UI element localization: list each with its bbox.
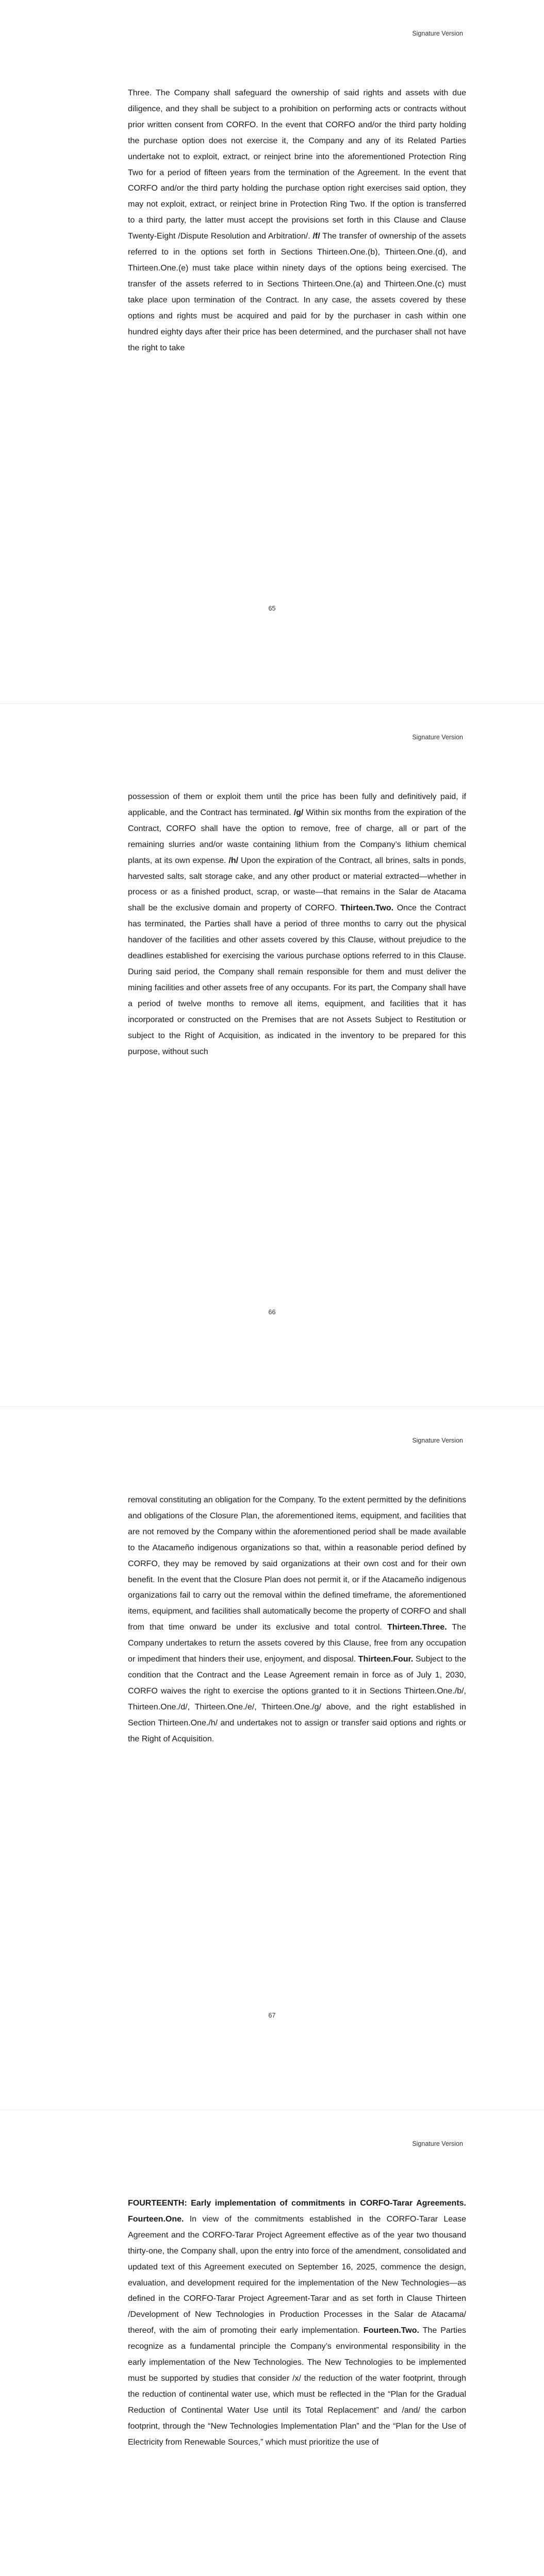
page-body-text [128,1493,466,1748]
page-body-text [128,86,466,356]
bold-text-run: Thirteen.Four. [358,1655,414,1664]
bold-text-run: Thirteen.Two. [340,904,394,913]
text-run: Three. The Company shall safeguard the ownership of said rights and assets with due diligence, and they shall be subject to a prohibition on performing acts or contracts without prior written consent from CORFO. In the event that CORFO and/or the third party holding the purchase option does not exercise it, the Company and any of its Related Parties undertake not to exploit, extract, or reinject brine into the aforementioned Protection Ring Two for a period of fifteen years from the termination of the Agreement. In the event that CORFO and/or the third party holding the purchase option right exercises said option, they may not exploit, extract, or reinject brine in Protection Ring Two. If the option is transferred to a third party, the latter must accept the provisions set forth in this Clause and Clause Twenty-Eight /Dispute Resolution and Arbitration/. [128,89,466,241]
text-run: In view of the commitments established in the CORFO-Tarar Lease Agreement and the CORFO-Tarar Project Agreement effective as of the year two thousand thirty-one, the Company shall, upon the entry into force of the amendment, consolidated and updated text of this Agreement executed on September 16, 2025, commence the design, evaluation, and development required for the implementation of the New Technologies—as defined in the CORFO-Tarar Project Agreement-Tarar and as set forth in Clause Thirteen /Development of New Technologies in Production Processes in the Salar de Atacama/ thereof, with the aim of promoting their early implementation. [128,2214,466,2335]
document-page-68 [0,2110,544,2576]
text-run: Upon the expiration of the Contract, all brines, salts in ponds, harvested salts, salt storage cake, and any other product or material extracted—whether in process or as a finished product, scrap, or waste—that remains in the Salar de Atacama shall be the exclusive domain and property of CORFO. [128,856,467,913]
text-run: The transfer of ownership of the assets referred to in the options set forth in Sections Thirteen.One.(b), Thirteen.One.(d), and Thirteen.One.(e) must take place within ninety days of the options being exercised. The transfer of the assets referred to in Sections Thirteen.One.(a) and Thirteen.One.(c) must take place upon termination of the Contract. In any case, the assets covered by these options and rights must be acquired and paid for by the purchaser in cash within one hundred eighty days after their price has been determined, and the purchaser shall not have the right to take [128,232,466,352]
page-header-signature-version: Signature Version [412,1437,463,1444]
bold-text-run: Fourteen.Two. [363,2326,419,2335]
page-header-signature-version: Signature Version [412,2140,463,2147]
bold-text-run: FOURTEENTH: Early implementation of commitments in CORFO-Tarar Agreements. Fourteen.One. [128,2199,466,2224]
bold-text-run: /h/ [228,856,239,865]
document-page-67 [0,1406,544,2110]
page-body-text [128,2196,466,2451]
text-run: Subject to the condition that the Contract and the Lease Agreement remain in force as of July 1, 2030, CORFO waives the right to exercise the options granted to it in Sections Thirteen.One./b/, Thirteen.One./d/, Thirteen.One./e/, Thirteen.One./g/ above, and the right established in Section Thirteen.One./h/ and undertakes not to assign or transfer said options and rights or the Right of Acquisition. [128,1655,466,1743]
page-header-signature-version: Signature Version [412,734,463,741]
text-run: Once the Contract has terminated, the Parties shall have a period of three months to carry out the physical handover of the facilities and other assets covered by this Clause, without prejudice to the deadlines established for exercising the various purchase options referred to in this Clause. During said period, the Company shall remain responsible for them and must deliver the mining facilities and other assets free of any occupants. For its part, the Company shall have a period of twelve months to remove all items, equipment, and facilities that it has incorporated or constructed on the Premises that are not Assets Subject to Restitution or subject to the Right of Acquisition, as indicated in the inventory to be prepared for this purpose, without such [128,904,466,1056]
document-page-66 [0,703,544,1407]
text-run: possession of them or exploit them until the price has been fully and definitively paid, if applicable, and the Contract has terminated. [128,792,466,817]
text-run: The Parties recognize as a fundamental principle the Company’s environmental responsibility in the early implementation of the New Technologies. The New Technologies to be implemented must be supported by studies that consider /x/ the reduction of the water footprint, through the reduction of continental water use, which must be reflected in the “Plan for the Gradual Reduction of Continental Water Use until its Total Replacement” and /and/ the carbon footprint, through the “New Technologies Implementation Plan” and the “Plan for the Use of Electricity from Renewable Sources,” which must prioritize the use of [128,2326,467,2447]
bold-text-run: /g/ [293,808,304,817]
text-run: removal constituting an obligation for the Company. To the extent permitted by the definitions and obligations of the Closure Plan, the aforementioned items, equipment, and facilities that are not removed by the Company within the aforementioned period shall be made available to the Atacameño indigenous organizations so that, within a reasonable period defined by CORFO, they may be removed by said organizations at their own cost and for their own benefit. In the event that the Closure Plan does not permit it, or if the Atacameño indigenous organizations fail to carry out the removal within the defined timeframe, the aforementioned items, equipment, and facilities shall automatically become the property of CORFO and shall from that time onward be under its exclusive and total control. [128,1496,466,1632]
bold-text-run: Thirteen.Three. [387,1623,447,1632]
page-number: 65 [268,605,276,612]
document-page-65 [0,0,544,703]
bold-text-run: /f/ [312,232,320,241]
page-header-signature-version: Signature Version [412,30,463,37]
text-run: The Company undertakes to return the assets covered by this Clause, free from any occupation or impediment that hinders their use, enjoyment, and disposal. [128,1623,466,1664]
page-number: 66 [268,1309,276,1316]
page-body-text [128,789,466,1060]
page-number: 67 [268,2012,276,2019]
text-run: Within six months from the expiration of the Contract, CORFO shall have the option to remove, free of charge, all or part of the remaining slurries and/or waste containing lithium from the Company’s lithium chemical plants, at its own expense. [128,808,466,865]
